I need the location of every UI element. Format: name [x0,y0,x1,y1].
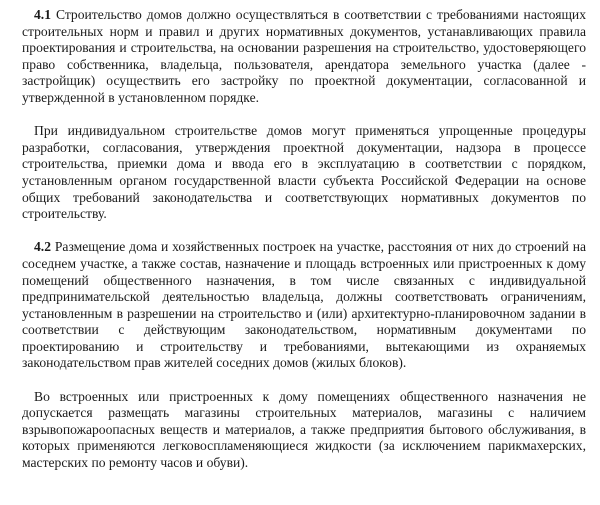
clause-number-4-2: 4.2 [34,239,51,255]
paragraph-4-2-restrictions [22,389,586,472]
paragraph-4-1-individual-text: При индивидуальном строительстве домов могут применяться упрощенные процедуры разработки, согласования, утверждения проектной документации, надзора в процессе строительства, приемки дома и ввода его в эксплуатацию в соответствии с порядком, установленным органом государственной власти субъекта Российской Федерации на основе общих требований законодательства и соответствующих нормативных документов по строительству. [22,123,586,222]
paragraph-4-2-text: Размещение дома и хозяйственных построек на участке, расстояния от них до строений на соседнем участке, а также состав, назначение и площадь встроенных или пристроенных к дому помещений общественного назначения, в том числе связанных с индивидуальной предпринимательской деятельностью владельца, должны соответствовать ограничениям, установленным в разрешении на строительство и (или) архитектурно-планировочном задании в соответствии с действующим законодательством, нормативным документами по проектированию и строительству и требованиями, вытекающими из охраняемых законодательством прав жителей соседних домов (жилых блоков). [22,239,586,371]
clause-number-4-1: 4.1 [34,7,51,22]
paragraph-4-1 [22,7,586,107]
paragraph-4-2 [22,239,586,372]
paragraph-4-2-restrictions-text: Во встроенных или пристроенных к дому помещениях общественного назначения не допускается размещать магазины строительных материалов, магазины с наличием взрывопожароопасных веществ и материалов, а также предприятия бытового обслуживания, в которых применяются легковоспламеняющиеся жидкости (за исключением парикмахерских, мастерских по ремонту часов и обуви). [22,388,586,471]
paragraph-4-1-individual [22,123,586,223]
paragraph-4-1-text: Строительство домов должно осуществляться в соответствии с требованиями настоящих строительных норм и правил и других нормативных документов, устанавливающих правила проектирования и строительства, на основании разрешения на строительство, удостоверяющего право собственника, владельца, пользователя, арендатора земельного участка (далее - застройщик) осуществить его застройку по проектной документации, согласованной и утвержденной в установленном порядке. [22,7,586,105]
